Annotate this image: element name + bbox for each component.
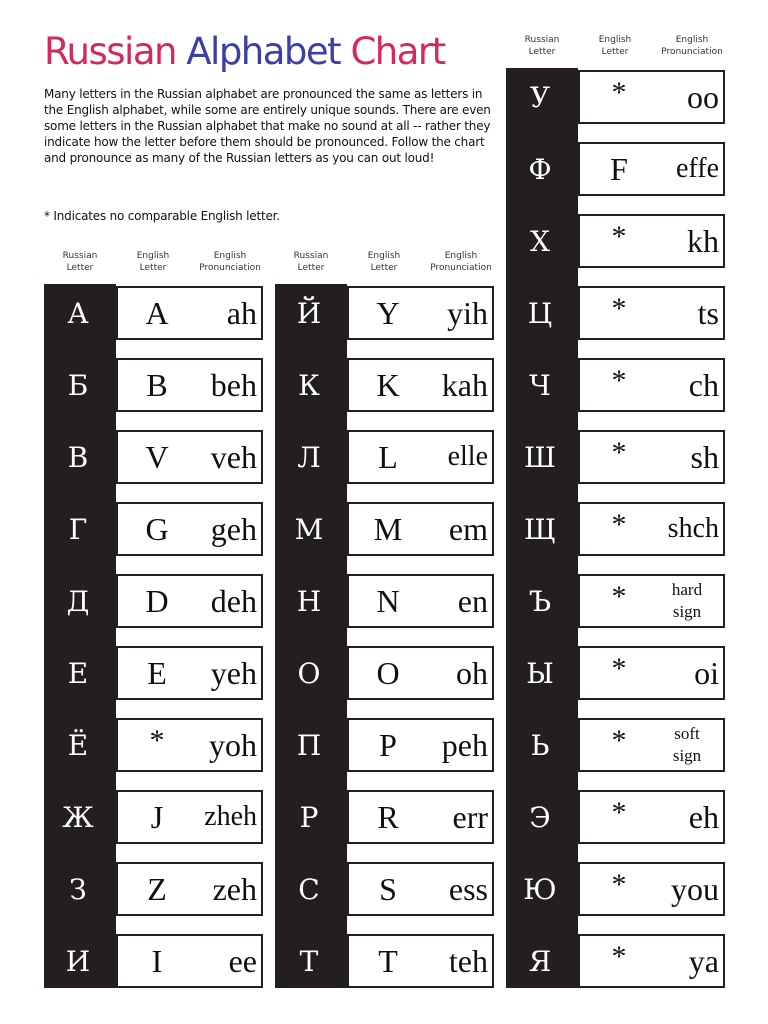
russian-letter: Ъ — [528, 584, 552, 618]
english-pronunciation — [177, 432, 257, 482]
russian-letter: Ш — [524, 440, 556, 474]
pronunciation-text: beh — [210, 366, 257, 403]
column-headers — [506, 34, 731, 64]
english-letter: * — [611, 436, 627, 469]
pronunciation-text: sh — [690, 438, 719, 475]
letter-box — [578, 574, 725, 628]
alphabet-row — [275, 284, 500, 356]
russian-letter: Ж — [62, 800, 94, 834]
letter-box — [578, 286, 725, 340]
russian-letter: Б — [67, 368, 89, 402]
english-pronunciation — [177, 576, 257, 626]
pronunciation-text: yih — [447, 294, 488, 331]
english-pronunciation — [177, 720, 257, 770]
pronunciation-text: geh — [210, 510, 257, 547]
alphabet-row — [506, 716, 731, 788]
pronunciation-text: yeh — [210, 654, 257, 691]
english-letter: * — [611, 508, 627, 541]
letter-box — [347, 862, 494, 916]
alphabet-row — [275, 356, 500, 428]
english-letter: * — [611, 652, 627, 685]
english-pronunciation — [639, 504, 719, 554]
header-english-pronunciation: English Pronunciation — [430, 251, 492, 273]
pronunciation-text: shch — [667, 513, 719, 544]
letter-box — [116, 574, 263, 628]
english-letter: D — [145, 582, 169, 619]
english-pronunciation — [657, 720, 717, 770]
letter-box — [347, 430, 494, 484]
alphabet-row — [275, 716, 500, 788]
russian-letter: У — [529, 80, 551, 114]
english-letter: B — [146, 366, 168, 403]
russian-letter: Д — [66, 584, 90, 618]
english-pronunciation — [408, 432, 488, 482]
header-english-pronunciation: English Pronunciation — [661, 35, 723, 57]
russian-letter: Т — [299, 944, 319, 978]
english-letter: A — [145, 294, 169, 331]
english-pronunciation — [657, 576, 717, 626]
alphabet-row — [275, 860, 500, 932]
letter-box — [116, 358, 263, 412]
russian-letter: К — [298, 368, 320, 402]
pronunciation-text: zeh — [212, 870, 257, 907]
english-letter: T — [378, 942, 398, 979]
russian-letter: Щ — [524, 512, 556, 546]
english-pronunciation — [177, 288, 257, 338]
russian-letter: Г — [68, 512, 88, 546]
header-english-letter: English Letter — [136, 251, 170, 273]
english-letter: J — [150, 798, 164, 835]
letter-box — [578, 214, 725, 268]
letter-box — [116, 862, 263, 916]
english-pronunciation — [408, 864, 488, 914]
alphabet-row — [506, 356, 731, 428]
pronunciation-text: en — [457, 582, 488, 619]
alphabet-row — [44, 788, 269, 860]
alphabet-row — [44, 356, 269, 428]
russian-letter: Ё — [67, 728, 89, 762]
english-pronunciation — [408, 936, 488, 986]
letter-box — [347, 934, 494, 988]
english-pronunciation — [639, 432, 719, 482]
letter-box — [578, 142, 725, 196]
letter-box — [347, 502, 494, 556]
letter-box — [347, 646, 494, 700]
letter-box — [578, 70, 725, 124]
pronunciation-text: err — [452, 798, 488, 835]
alphabet-row — [506, 68, 731, 140]
pronunciation-text: hard — [671, 580, 703, 599]
pronunciation-text: you — [671, 870, 719, 907]
letter-box — [578, 358, 725, 412]
letter-box — [347, 574, 494, 628]
letter-box — [578, 430, 725, 484]
pronunciation-text: ch — [688, 366, 719, 403]
alphabet-row — [275, 932, 500, 1004]
pronunciation-text: yoh — [209, 726, 257, 763]
english-letter: * — [611, 940, 627, 973]
russian-letter: Ь — [530, 728, 550, 762]
letter-box — [116, 286, 263, 340]
header-english-pronunciation: English Pronunciation — [199, 251, 261, 273]
english-letter: * — [611, 364, 627, 397]
alphabet-row — [506, 932, 731, 1004]
english-letter: I — [151, 942, 163, 979]
letter-box — [578, 718, 725, 772]
pronunciation-text: zheh — [204, 801, 257, 832]
english-letter: * — [611, 292, 627, 325]
russian-letter: Л — [297, 440, 321, 474]
english-pronunciation — [639, 72, 719, 122]
letter-box — [578, 862, 725, 916]
english-pronunciation — [408, 720, 488, 770]
english-letter: * — [149, 724, 165, 757]
pronunciation-text: ess — [448, 870, 488, 907]
letter-box — [116, 934, 263, 988]
russian-letter: П — [296, 728, 322, 762]
header-russian-letter: Russian Letter — [293, 251, 329, 273]
english-letter: * — [611, 796, 627, 829]
letter-box — [347, 718, 494, 772]
russian-letter: З — [69, 872, 87, 906]
russian-letter: В — [67, 440, 89, 474]
english-letter: Z — [147, 870, 167, 907]
pronunciation-text: ya — [688, 942, 719, 979]
letter-box — [578, 790, 725, 844]
column-headers — [275, 250, 500, 280]
english-letter: Y — [376, 294, 400, 331]
alphabet-row — [506, 284, 731, 356]
russian-letter: Е — [67, 656, 89, 690]
russian-letter: М — [294, 512, 324, 546]
english-pronunciation — [639, 792, 719, 842]
english-letter: L — [378, 438, 398, 475]
english-letter: * — [611, 580, 627, 613]
english-letter: S — [379, 870, 397, 907]
letter-box — [116, 430, 263, 484]
pronunciation-text: soft — [674, 724, 700, 743]
russian-letter: Ч — [529, 368, 551, 402]
english-letter: G — [145, 510, 169, 547]
title-russian: Russian — [44, 30, 176, 73]
alphabet-row — [506, 788, 731, 860]
english-letter: * — [611, 868, 627, 901]
english-pronunciation — [639, 216, 719, 266]
letter-box — [578, 502, 725, 556]
letter-box — [347, 790, 494, 844]
alphabet-row — [506, 644, 731, 716]
english-pronunciation — [177, 360, 257, 410]
russian-letter: Я — [528, 944, 552, 978]
english-pronunciation — [177, 504, 257, 554]
russian-letter: Ю — [523, 872, 557, 906]
russian-letter: Ы — [526, 656, 554, 690]
english-letter: N — [376, 582, 400, 619]
alphabet-row — [44, 644, 269, 716]
english-pronunciation — [639, 288, 719, 338]
intro-paragraph: Many letters in the Russian alphabet are pronounced the same as letters in the English alphabet, while some are entirely unique sounds. There are even some letters in the Russian alphabet that make no sound at all -- rather they indicate how the letter before them should be pronounced. Follow the chart and pronounce as many of the Russian letters as you can out loud! — [44, 87, 491, 165]
letter-box — [116, 790, 263, 844]
letter-box — [116, 718, 263, 772]
english-pronunciation — [408, 504, 488, 554]
header-english-letter: English Letter — [367, 251, 401, 273]
header-russian-letter: Russian Letter — [62, 251, 98, 273]
alphabet-row — [506, 500, 731, 572]
russian-letter: Р — [299, 800, 319, 834]
english-pronunciation — [177, 648, 257, 698]
alphabet-row — [44, 572, 269, 644]
title-alphabet: Alphabet — [186, 30, 341, 73]
russian-letter: Н — [296, 584, 322, 618]
alphabet-row — [44, 500, 269, 572]
english-letter: * — [611, 724, 627, 757]
english-pronunciation — [639, 144, 719, 194]
pronunciation-text: effe — [676, 153, 719, 184]
english-pronunciation — [177, 792, 257, 842]
english-pronunciation — [408, 576, 488, 626]
alphabet-row — [506, 860, 731, 932]
title-chart: Chart — [350, 30, 445, 73]
asterisk-note: * Indicates no comparable English letter. — [44, 209, 280, 223]
english-pronunciation — [408, 360, 488, 410]
pronunciation-text: deh — [210, 582, 257, 619]
alphabet-row — [275, 644, 500, 716]
header-english-letter: English Letter — [598, 35, 632, 57]
alphabet-row — [506, 572, 731, 644]
pronunciation-text: kah — [441, 366, 488, 403]
alphabet-row — [44, 716, 269, 788]
pronunciation-text: em — [448, 510, 488, 547]
alphabet-row — [506, 428, 731, 500]
english-letter: K — [376, 366, 400, 403]
russian-letter: Ф — [528, 152, 552, 186]
pronunciation-text: ah — [226, 294, 257, 331]
english-letter: P — [379, 726, 397, 763]
letter-box — [116, 646, 263, 700]
alphabet-row — [275, 428, 500, 500]
russian-letter: Ц — [527, 296, 553, 330]
english-letter: * — [611, 76, 627, 109]
column-headers — [44, 250, 269, 280]
english-pronunciation — [408, 648, 488, 698]
english-pronunciation — [639, 864, 719, 914]
russian-letter: С — [298, 872, 320, 906]
english-pronunciation — [639, 360, 719, 410]
alphabet-row — [44, 932, 269, 1004]
pronunciation-text: oh — [456, 654, 488, 691]
pronunciation-text: ee — [228, 942, 257, 979]
english-letter: * — [611, 220, 627, 253]
alphabet-row — [275, 500, 500, 572]
english-letter: R — [377, 798, 399, 835]
english-letter: O — [376, 654, 400, 691]
russian-letter: Й — [296, 296, 322, 330]
alphabet-row — [44, 284, 269, 356]
english-pronunciation — [639, 936, 719, 986]
english-pronunciation — [177, 864, 257, 914]
english-pronunciation — [639, 648, 719, 698]
english-pronunciation — [408, 792, 488, 842]
pronunciation-text: kh — [687, 222, 719, 259]
letter-box — [578, 934, 725, 988]
alphabet-row — [275, 572, 500, 644]
pronunciation-text: sign — [672, 602, 702, 621]
english-letter: F — [610, 150, 628, 187]
letter-box — [347, 358, 494, 412]
alphabet-row — [44, 860, 269, 932]
alphabet-row — [506, 212, 731, 284]
pronunciation-text: peh — [441, 726, 488, 763]
page-title — [44, 32, 445, 73]
letter-box — [347, 286, 494, 340]
russian-letter: И — [65, 944, 91, 978]
pronunciation-text: teh — [448, 942, 488, 979]
letter-box — [116, 502, 263, 556]
english-letter: M — [373, 510, 403, 547]
russian-letter: Э — [529, 800, 551, 834]
pronunciation-text: oi — [694, 654, 719, 691]
russian-letter: О — [297, 656, 321, 690]
header-russian-letter: Russian Letter — [524, 35, 560, 57]
letter-box — [578, 646, 725, 700]
pronunciation-text: veh — [210, 438, 257, 475]
english-letter: V — [145, 438, 169, 475]
alphabet-row — [506, 140, 731, 212]
pronunciation-text: elle — [447, 441, 488, 472]
alphabet-row — [275, 788, 500, 860]
pronunciation-text: ts — [697, 294, 719, 331]
alphabet-row — [44, 428, 269, 500]
english-pronunciation — [408, 288, 488, 338]
russian-letter: Х — [530, 224, 550, 258]
english-pronunciation — [177, 936, 257, 986]
russian-letter: А — [67, 296, 89, 330]
pronunciation-text: oo — [687, 78, 719, 115]
pronunciation-text: eh — [688, 798, 719, 835]
english-letter: E — [147, 654, 167, 691]
pronunciation-text: sign — [672, 746, 702, 765]
